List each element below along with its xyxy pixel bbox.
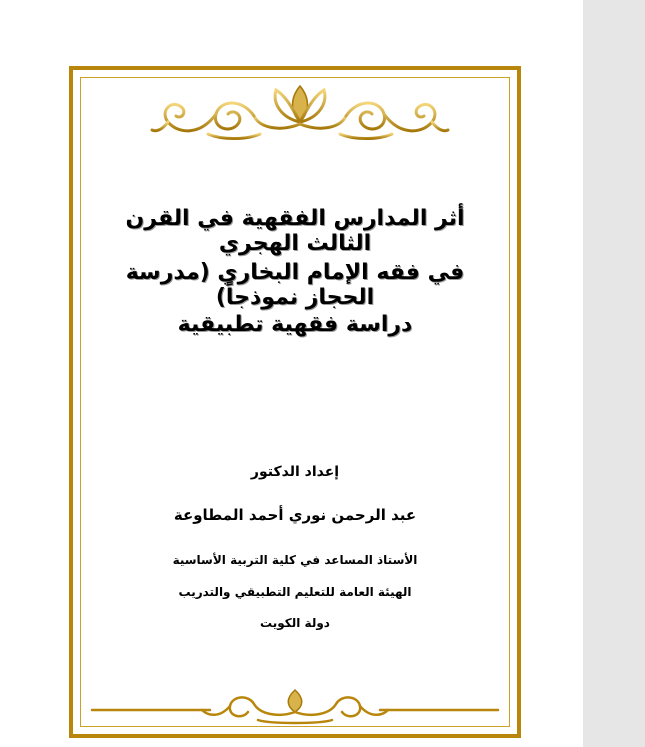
bottom-ornament-icon [90,680,500,726]
title-line-2: في فقه الإمام البخاري (مدرسة الحجاز نموذجاً) [125,260,465,310]
affiliation-line-3: دولة الكويت [260,616,330,630]
affiliation-line-2: الهيئة العامة للتعليم التطبيقي والتدريب [178,585,412,599]
top-ornament-icon [150,78,450,144]
author-name: عبد الرحمن نوري أحمد المطاوعة [173,506,417,524]
side-margin-panel [583,0,645,747]
affiliation-line-1: الأستاذ المساعد في كلية التربية الأساسية [172,553,418,567]
title-line-3: دراسة فقهية تطبيقية [177,312,413,337]
prepared-by-label: إعداد الدكتور [250,464,340,480]
title-line-1: أثر المدارس الفقهية في القرن الثالث الهجري [125,206,465,256]
